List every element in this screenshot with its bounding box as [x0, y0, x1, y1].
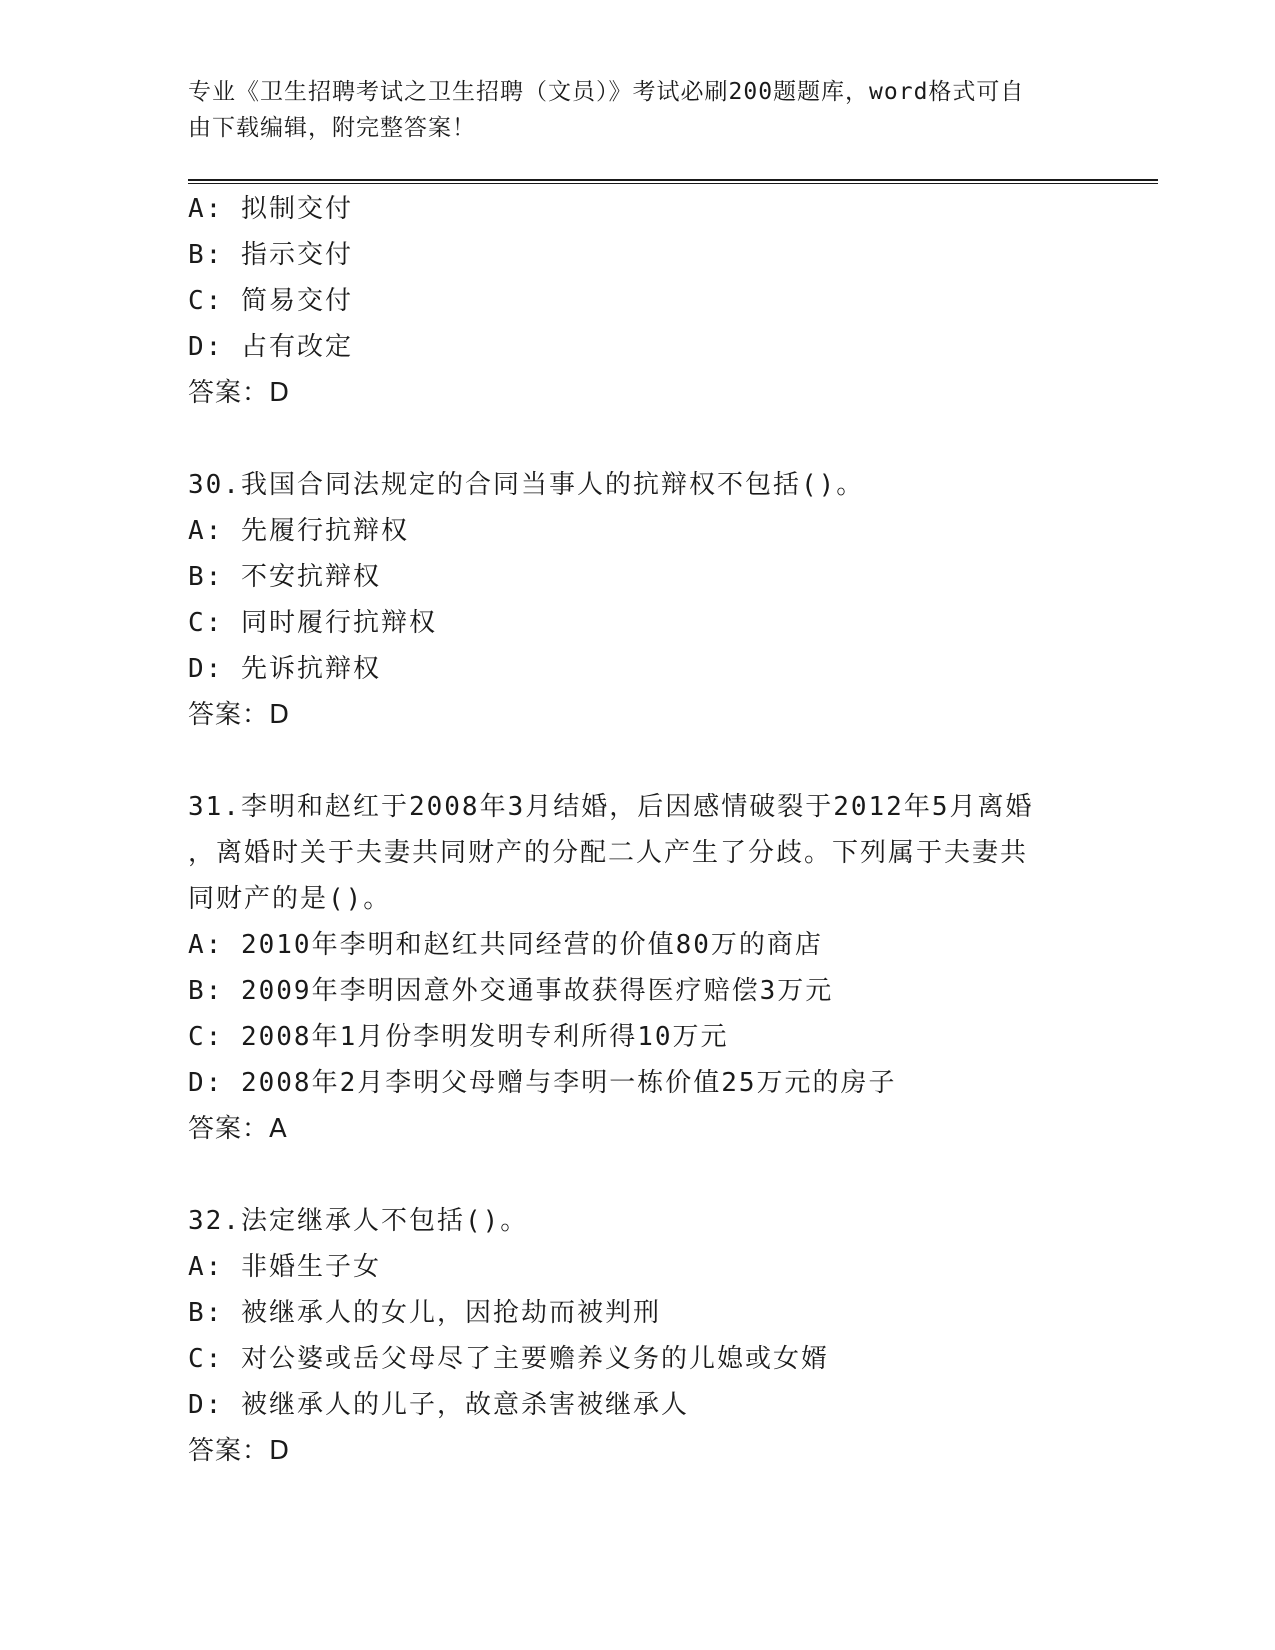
document-header [188, 74, 1088, 146]
question-31 [188, 784, 1108, 1152]
option-d: D: 占有改定 [188, 332, 353, 362]
spacer [188, 1152, 1108, 1198]
option-a: A: 先履行抗辩权 [188, 516, 409, 546]
spacer [188, 416, 1108, 462]
question-30 [188, 462, 1108, 738]
option-c: C: 2008年1月份李明发明专利所得10万元 [188, 1022, 729, 1052]
header-rule-thick [188, 179, 1158, 181]
spacer [188, 738, 1108, 784]
header-line-1: 专业《卫生招聘考试之卫生招聘（文员）》考试必刷200题题库，word格式可自 [188, 79, 1025, 105]
question-stem-line-2: ，离婚时关于夫妻共同财产的分配二人产生了分歧。下列属于夫妻共 [188, 838, 1029, 868]
option-d: D: 先诉抗辩权 [188, 654, 381, 684]
question-stem-line-1: 31.李明和赵红于2008年3月结婚，后因感情破裂于2012年5月离婚 [188, 792, 1034, 822]
question-stem-line-3: 同财产的是()。 [188, 884, 392, 914]
answer-line: 答案：D [188, 1436, 291, 1466]
option-b: B: 被继承人的女儿，因抢劫而被判刑 [188, 1298, 661, 1328]
option-b: B: 指示交付 [188, 240, 353, 270]
header-line-2: 由下载编辑，附完整答案！ [188, 115, 476, 141]
question-stem: 32.法定继承人不包括()。 [188, 1206, 529, 1236]
header-rule-thin [188, 183, 1158, 184]
question-32 [188, 1198, 1108, 1474]
option-c: C: 同时履行抗辩权 [188, 608, 437, 638]
option-b: B: 不安抗辩权 [188, 562, 381, 592]
question-stem: 30.我国合同法规定的合同当事人的抗辩权不包括()。 [188, 470, 865, 500]
option-d: D: 2008年2月李明父母赠与李明一栋价值25万元的房子 [188, 1068, 897, 1098]
option-a: A: 非婚生子女 [188, 1252, 381, 1282]
option-b: B: 2009年李明因意外交通事故获得医疗赔偿3万元 [188, 976, 834, 1006]
question-29 [188, 186, 1108, 416]
answer-line: 答案：A [188, 1114, 288, 1144]
option-c: C: 简易交付 [188, 286, 353, 316]
option-c: C: 对公婆或岳父母尽了主要赡养义务的儿媳或女婿 [188, 1344, 829, 1374]
option-d: D: 被继承人的儿子，故意杀害被继承人 [188, 1390, 689, 1420]
option-a: A: 拟制交付 [188, 194, 353, 224]
option-a: A: 2010年李明和赵红共同经营的价值80万的商店 [188, 930, 823, 960]
question-list [188, 186, 1108, 1474]
answer-line: 答案：D [188, 700, 291, 730]
answer-line: 答案：D [188, 378, 291, 408]
